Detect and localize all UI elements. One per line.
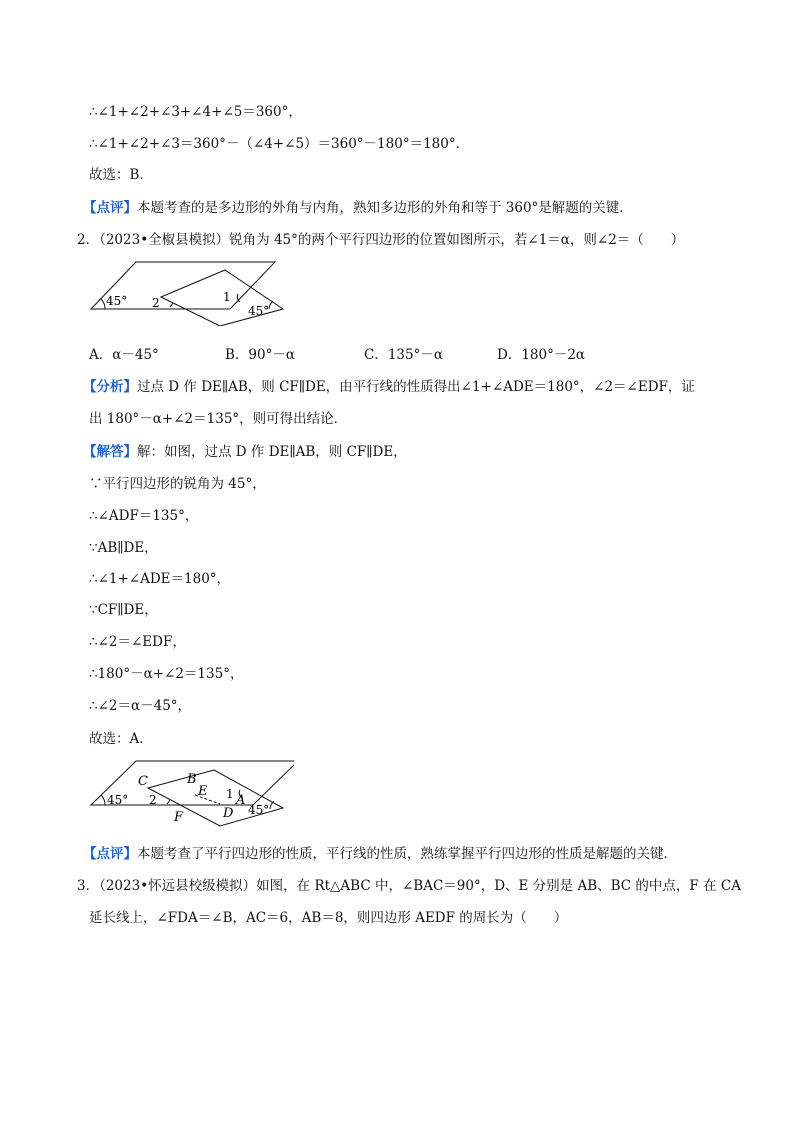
q2-step: ∴∠2＝α－45°，: [89, 698, 192, 714]
label-c: C: [138, 774, 148, 789]
option-c[interactable]: C．135°－α: [364, 347, 443, 363]
label-e: E: [198, 784, 208, 799]
label-b: B: [187, 772, 197, 787]
angle-arc-right: [269, 301, 273, 309]
option-b[interactable]: B．90°－α: [225, 347, 295, 363]
q2-analysis-1: [83, 377, 695, 397]
analysis-text-1: 过点 D 作 DE∥AB，则 CF∥DE，由平行线的性质得出∠1+∠ADE＝180°，∠2＝∠EDF，证: [137, 379, 695, 395]
label-45-left: 45°: [106, 294, 128, 308]
label-f: F: [174, 810, 184, 825]
q1-step-sum: ∴∠1+∠2+∠3+∠4+∠5＝360°，: [89, 104, 302, 120]
label-1: 1: [223, 290, 231, 304]
label-45-right: 45°: [248, 803, 270, 817]
q2-answer: 故选：A．: [89, 731, 153, 747]
solution-text-1: 解：如图，过点 D 作 DE∥AB，则 CF∥DE，: [137, 444, 407, 460]
label-1: 1: [226, 787, 234, 801]
q2-step: ∴∠1+∠ADE＝180°，: [89, 571, 231, 587]
angle-arc-left: [101, 299, 105, 309]
q2-options: [89, 345, 689, 365]
angle-tick-2: [170, 303, 173, 307]
comment-tag: 【点评】: [83, 200, 137, 216]
q1-comment: [83, 198, 633, 218]
q1-answer: 故选：B．: [89, 167, 153, 183]
q2-comment: [83, 844, 677, 864]
comment-tag: 【点评】: [83, 846, 137, 862]
q1-step-result: ∴∠1+∠2+∠3＝360°－（∠4+∠5）＝360°－180°＝180°．: [89, 136, 470, 152]
q2-step: ∴∠2＝∠EDF，: [89, 634, 186, 650]
q2-step: ∵AB∥DE，: [89, 540, 158, 556]
comment-text: 本题考查了平行四边形的性质，平行线的性质，熟练掌握平行四边形的性质是解题的关键．: [137, 846, 677, 862]
label-2: 2: [149, 793, 157, 807]
label-2: 2: [152, 296, 160, 310]
solution-tag: 【解答】: [83, 444, 137, 460]
q2-analysis-2: 出 180°－α+∠2＝135°，则可得出结论．: [89, 411, 348, 427]
q2-step: ∴∠ADF＝135°，: [89, 508, 199, 524]
label-a: A: [236, 793, 246, 808]
option-d[interactable]: D．180°－2α: [497, 347, 586, 363]
angle-tick-2: [167, 800, 170, 804]
option-a[interactable]: A．α－45°: [89, 347, 159, 363]
label-d: D: [223, 806, 234, 821]
angle-arc-left: [101, 795, 105, 805]
label-45-left: 45°: [107, 793, 129, 807]
parallelogram-right: [148, 770, 283, 826]
q2-solution-1: [83, 442, 407, 462]
q2-step: ∵平行四边形的锐角为 45°，: [89, 476, 266, 492]
q2-step: ∴180°－α+∠2＝135°，: [89, 666, 244, 682]
q3-stem-1: 3．（2023•怀远县校级模拟）如图，在 Rt△ABC 中，∠BAC＝90°，D、E 分别是 AB、BC 的中点，F 在 CA: [77, 878, 741, 894]
q2-step: ∵CF∥DE，: [89, 602, 158, 618]
q2-figure-2: [88, 758, 294, 828]
q3-stem-2: 延长线上，∠FDA＝∠B，AC＝6，AB＝8，则四边形 AEDF 的周长为（ ）: [89, 910, 568, 926]
label-45-right: 45°: [248, 304, 270, 318]
q2-stem: 2．（2023•全椒县模拟）锐角为 45°的两个平行四边形的位置如图所示，若∠1＝α，则∠2＝（ ）: [77, 232, 685, 248]
q2-figure-1: [88, 258, 288, 326]
comment-text: 本题考查的是多边形的外角与内角，熟知多边形的外角和等于 360°是解题的关键．: [137, 200, 633, 216]
analysis-tag: 【分析】: [83, 379, 137, 395]
